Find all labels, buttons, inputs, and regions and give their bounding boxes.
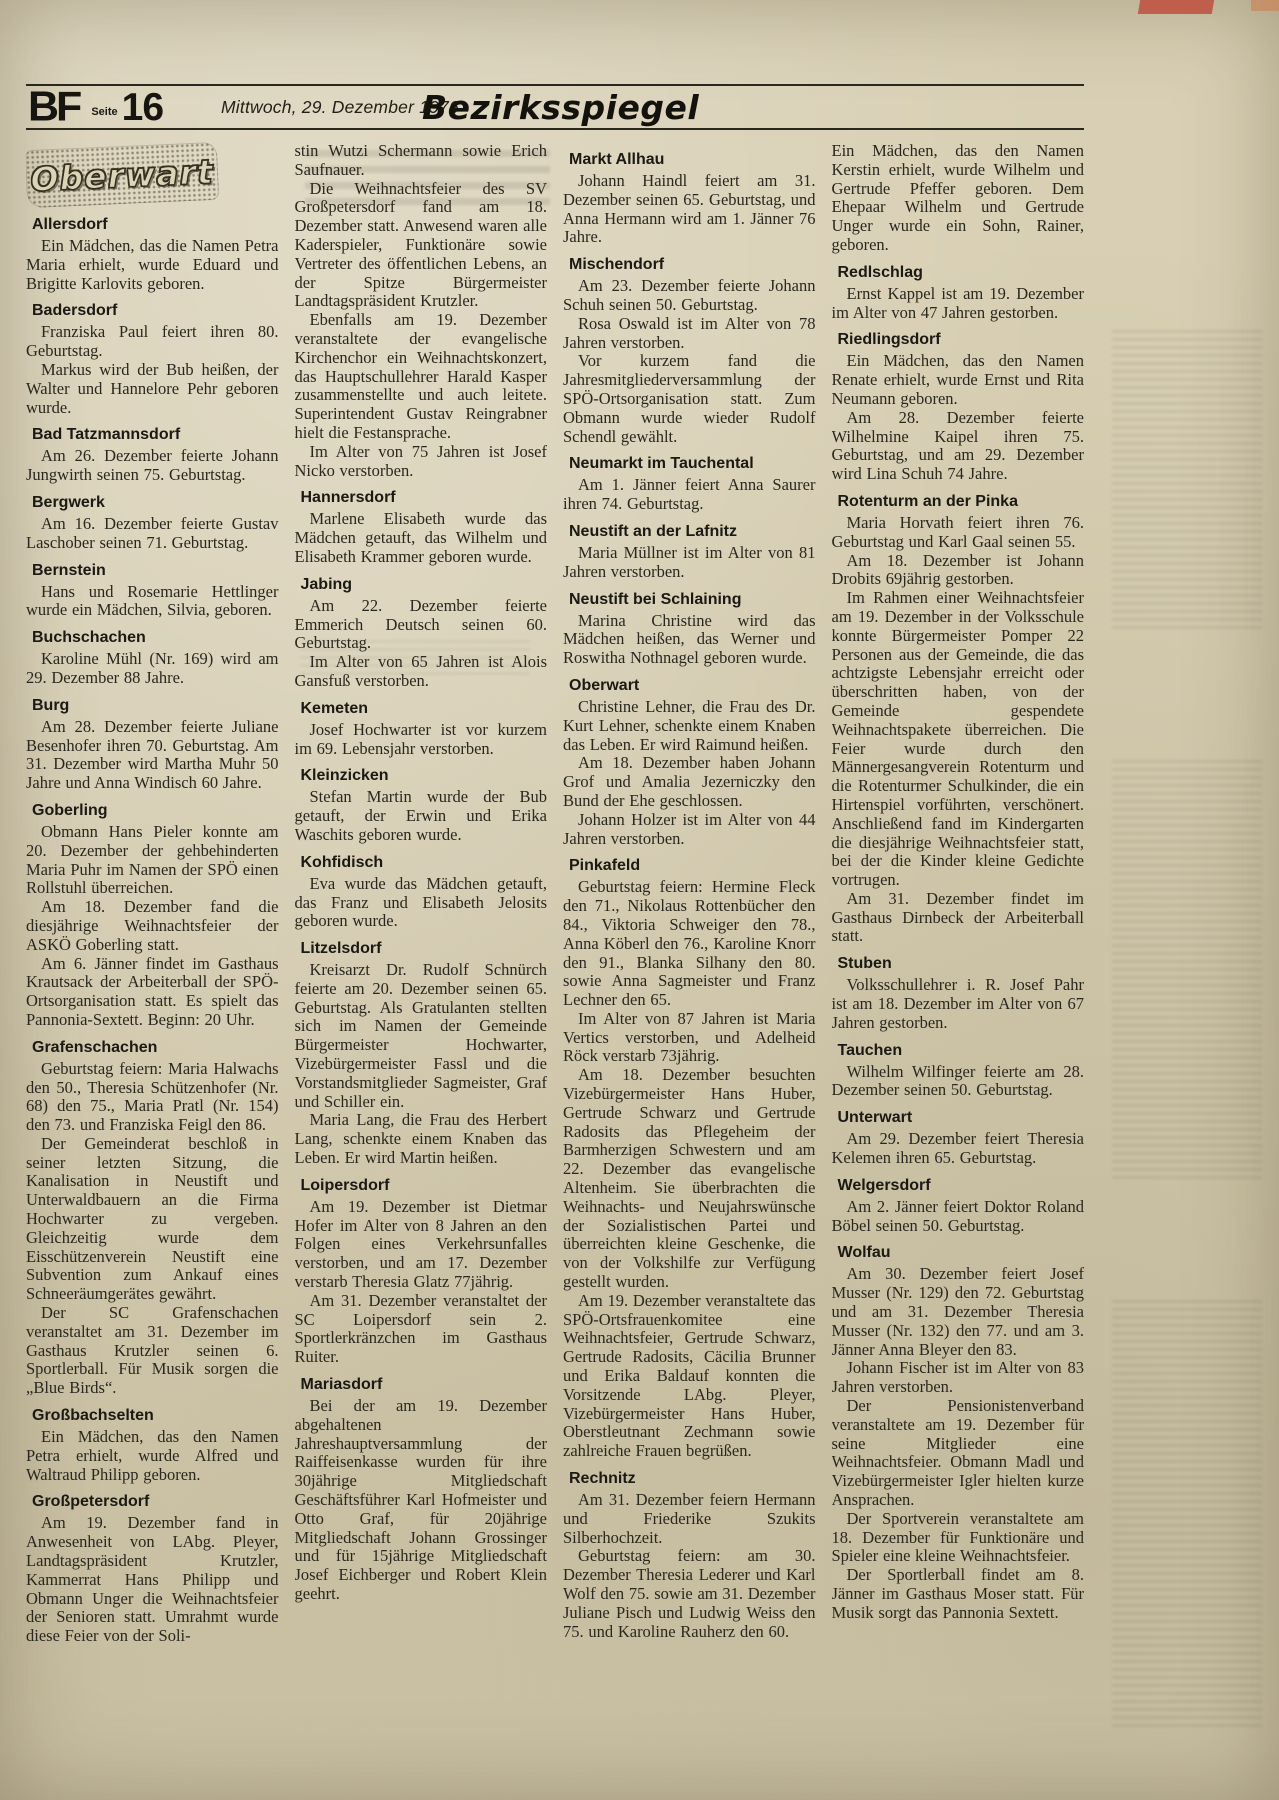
section-heading: Stuben [837, 955, 892, 973]
article-paragraph: Franziska Paul feiert ihren 80. Geburtstag. [26, 322, 279, 361]
article-paragraph: Maria Müllner ist im Alter von 81 Jahren verstorben. [563, 542, 816, 581]
article-paragraph: Christine Lehner, die Frau des Dr. Kurt Lehner, schenkte einem Knaben das Leben. Er wird Raimund heißen. [563, 696, 816, 754]
article-paragraph: Geburtstag feiern: Maria Halwachs den 50., Theresia Schützenhofer (Nr. 68) den 75., Maria Pratl (Nr. 154) den 73. und Franziska Feigl den 86. [26, 1058, 279, 1135]
article-paragraph: Im Alter von 75 Jahren ist Josef Nicko verstorben. [294, 441, 547, 480]
article-paragraph: Am 26. Dezember feierte Johann Jungwirth seinen 75. Geburtstag. [26, 446, 279, 485]
article-paragraph: Am 19. Dezember fand in Anwesenheit von LAbg. Pleyer, Landtagspräsident Krutzler, Kammerrat Hans Philipp und Obmann Unger die Weihnachtsfeier der Senioren statt. Umrahmt wurde diese Feier von der Soli- [26, 1513, 279, 1646]
article-paragraph: Ernst Kappel ist am 19. Dezember im Alter von 47 Jahren gestorben. [831, 283, 1084, 322]
article-paragraph: Maria Horvath feiert ihren 76. Geburtstag und Karl Gaal seinen 55. [831, 512, 1084, 551]
article-paragraph: Markus wird der Bub heißen, der Walter und Hannelore Pehr geboren wurde. [26, 359, 279, 417]
article-paragraph: Am 18. Dezember besuchten Vizebürgermeister Hans Huber, Gertrude Schwarz und Gertrude Radosits das Pflegeheim der Barmherzigen Schwestern und am 22. Dezember das evangelische Altenheim. Sie überbrachten die Weihnachts- und Neujahrswünsche der Sozialistischen Partei und überreichten kleine Geschenke, die von der Volkshilfe zur Verfügung gestellt wurden. [563, 1065, 816, 1292]
section-heading: Tauchen [837, 1041, 903, 1059]
article-paragraph: Im Alter von 65 Jahren ist Alois Gansfuß verstorben. [294, 652, 547, 690]
article-paragraph: Eva wurde das Mädchen getauft, das Franz und Elisabeth Jelosits geboren wurde. [294, 873, 547, 931]
section-heading: Buchschachen [32, 629, 146, 647]
article-paragraph: Der Pensionistenverband veranstaltete am 19. Dezember für seine Mitglieder eine Weihnachtsfeier. Obmann Madl und Vizebürgermeister Igler hielten kurze Ansprachen. [831, 1396, 1084, 1510]
article-paragraph: Johann Haindl feiert am 31. Dezember seinen 65. Geburtstag, und Anna Hermann wird am 1. Jänner 76 Jahre. [563, 171, 816, 247]
article-paragraph: Am 23. Dezember feierte Johann Schuh seinen 50. Geburtstag. [563, 276, 816, 314]
article-paragraph: Der Gemeinderat beschloß in seiner letzten Sitzung, die Kanalisation in Neustift und Unterwaldbauern an die Firma Hochwarter zu vergeben. Gleichzeitig wurde dem Eisschützenverein Neustift eine Subvention zum Ankauf eines Schneeräumgerätes gewährt. [26, 1133, 279, 1304]
article-paragraph: Vor kurzem fand die Jahresmitgliederversammlung der SPÖ-Ortsorganisation statt. Zum Obmann wurde wieder Rudolf Schendl gewählt. [563, 351, 816, 446]
section-heading: Kleinzicken [300, 767, 389, 785]
section-heading: Grafenschachen [32, 1038, 158, 1056]
paper-logo: BF [28, 83, 80, 130]
section-heading: Mariasdorf [300, 1376, 383, 1394]
article-paragraph: Bei der am 19. Dezember abgehaltenen Jahreshauptversammlung der Raiffeisenkasse wurden für ihre 30jährige Mitgliedschaft Geschäftsführer Karl Hofmeister und Otto Graf, für 20jährige Mitgliedschaft Johann Grossinger und für 15jährige Mitgliedschaft Josef Eichberger und Robert Klein geehrt. [294, 1396, 547, 1603]
article-paragraph: Am 18. Dezember fand die diesjährige Weihnachtsfeier der ASKÖ Goberling statt. [26, 897, 279, 954]
news-column-1 [26, 142, 279, 1794]
section-heading: Rechnitz [569, 1470, 636, 1488]
article-paragraph: Volksschullehrer i. R. Josef Pahr ist am 18. Dezember im Alter von 67 Jahren gestorben. [831, 975, 1084, 1032]
article-paragraph: Die Weihnachtsfeier des SV Großpetersdorf fand am 18. Dezember statt. Anwesend waren alle Kaderspieler, Funktionäre sowie Vertreter des öffentlichen Lebens, an der Spitze Bürgermeister Landtagspräsident Krutzler. [294, 178, 547, 311]
issue-date: Mittwoch, 29. Dezember 1976 [221, 96, 459, 117]
section-heading: Litzelsdorf [300, 940, 382, 958]
article-paragraph: stin Wutzi Schermann sowie Erich Saufnauer. [294, 142, 547, 179]
page-indicator [91, 85, 164, 129]
section-heading: Bad Tatzmannsdorf [32, 426, 181, 444]
bleedthrough-ghost [1112, 760, 1262, 1180]
article-paragraph: Im Alter von 87 Jahren ist Maria Vertics verstorben, und Adelheid Röck verstarb 73jährig. [563, 1008, 816, 1066]
article-paragraph: Am 2. Jänner feiert Doktor Roland Böbel seinen 50. Geburtstag. [831, 1196, 1084, 1235]
article-paragraph: Maria Lang, die Frau des Herbert Lang, schenkte einem Knaben das Leben. Er wird Martin heißen. [294, 1110, 547, 1168]
section-heading: Bernstein [32, 561, 106, 579]
section-heading: Markt Allhau [569, 151, 665, 168]
section-heading: Riedlingsdorf [837, 331, 941, 349]
article-paragraph: Obmann Hans Pieler konnte am 20. Dezember der gehbehinderten Maria Puhr im Namen der SPÖ einen Rollstuhl überreichen. [26, 821, 279, 898]
section-heading: Allersdorf [32, 216, 108, 233]
article-paragraph: Ebenfalls am 19. Dezember veranstaltete der evangelische Kirchenchor ein Weihnachtskonzert, das Hauptschullehrer Harald Kasper zusammenstellte und auch leitete. Superintendent Gustav Reingrabner hielt die Festansprache. [294, 310, 547, 442]
article-paragraph: Johann Fischer ist im Alter von 83 Jahren verstorben. [831, 1358, 1084, 1397]
page-label: Seite [91, 105, 118, 118]
section-heading: Bergwerk [32, 493, 105, 511]
section-heading: Redlschlag [837, 263, 923, 281]
article-paragraph: Geburtstag feiern: Hermine Fleck den 71., Nikolaus Rottenbücher den 84., Viktoria Schweiger den 78., Anna Köberl den 76., Karoline Knorr den 91., Blanka Silhany den 80. sowie Anna Sagmeister und Franz Lechner den 65. [563, 877, 816, 1010]
article-paragraph: Am 29. Dezember feiert Theresia Kelemen ihren 65. Geburtstag. [831, 1129, 1084, 1168]
article-paragraph: Am 1. Jänner feiert Anna Saurer ihren 74. Geburtstag. [563, 475, 816, 514]
section-heading: Pinkafeld [569, 857, 641, 875]
article-paragraph: Am 28. Dezember feierte Juliane Besenhofer ihren 70. Geburtstag. Am 31. Dezember wird Martha Muhr 50 Jahre und Anna Windisch 60 Jahre. [26, 716, 279, 793]
article-paragraph: Hans und Rosemarie Hettlinger wurde ein Mädchen, Silvia, geboren. [26, 581, 279, 620]
section-heading: Rotenturm an der Pinka [837, 492, 1018, 510]
article-paragraph: Am 6. Jänner findet im Gasthaus Krautsack der Arbeiterball der SPÖ-Ortsorganisation statt. Es spielt das Pannonia-Sextett. Beginn: 20 Uhr. [26, 953, 279, 1029]
region-logo-text: Oberwart [29, 151, 215, 199]
article-paragraph: Marina Christine wird das Mädchen heißen, das Werner und Roswitha Nothnagel geboren wurde. [563, 610, 816, 668]
news-column-4 [832, 142, 1085, 1794]
article-paragraph: Am 31. Dezember veranstaltet der SC Loipersdorf sein 2. Sportlerkränzchen im Gasthaus Ruiter. [294, 1290, 547, 1367]
bleedthrough-ghost [1112, 330, 1262, 630]
section-heading: Oberwart [569, 676, 640, 694]
section-heading: Neustift an der Lafnitz [569, 522, 738, 540]
section-heading: Unterwart [837, 1109, 913, 1127]
article-paragraph: Im Rahmen einer Weihnachtsfeier am 19. Dezember in der Volksschule konnte Bürgermeister Pomper 22 Personen aus der Gemeinde, die das achtzigste Lebensjahr erreicht oder überschritten haben, von der Gemeinde gespendete Weihnachtspakete überreichen. Die Feier wurde durch den Männergesangverein Rotenturm und die Rotenturmer Schulkinder, die ein Hirtenspiel vorführten, verschönert. Anschließend fand im Kindergarten die diesjährige Weihnachtsfeier statt, bei der die Kinder kleine Gedichte vortrugen. [831, 588, 1084, 890]
article-paragraph: Ein Mädchen, das den Namen Kerstin erhielt, wurde Wilhelm und Gertrude Pfeffer geboren. Dem Ehepaar Wilhelm und Gertrude Unger wurde ein Sohn, Rainer, geboren. [831, 142, 1084, 254]
section-heading: Neustift bei Schlaining [569, 590, 742, 608]
red-ink-mark [1138, 0, 1214, 14]
section-heading: Kohfidisch [300, 853, 384, 871]
section-title: Bezirksspiegel [421, 87, 700, 127]
bleedthrough-ghost [1112, 1300, 1262, 1730]
article-paragraph: Marlene Elisabeth wurde das Mädchen getauft, das Wilhelm und Elisabeth Krammer geboren wurde. [294, 509, 547, 566]
article-paragraph: Karoline Mühl (Nr. 169) wird am 29. Dezember 88 Jahre. [26, 649, 279, 687]
article-paragraph: Rosa Oswald ist im Alter von 78 Jahren verstorben. [563, 313, 816, 352]
region-logo [26, 142, 219, 208]
section-heading: Loipersdorf [300, 1176, 390, 1194]
article-paragraph: Wilhelm Wilfinger feierte am 28. Dezember seinen 50. Geburtstag. [831, 1061, 1084, 1100]
section-heading: Neumarkt im Tauchental [569, 455, 754, 473]
section-heading: Kemeten [300, 699, 369, 717]
article-paragraph: Am 19. Dezember ist Dietmar Hofer im Alter von 8 Jahren an den Folgen eines Verkehrsunfalles verstorben, und am 17. Dezember verstarb Theresia Glatz 77jährig. [294, 1196, 547, 1292]
section-heading: Hannersdorf [300, 489, 396, 507]
article-paragraph: Johann Holzer ist im Alter von 44 Jahren verstorben. [563, 809, 816, 848]
article-columns [26, 142, 1084, 1794]
article-paragraph: Josef Hochwarter ist vor kurzem im 69. Lebensjahr verstorben. [294, 719, 547, 758]
section-heading: Großpetersdorf [32, 1493, 150, 1511]
section-heading: Badersdorf [32, 302, 118, 320]
news-column-2 [295, 142, 548, 1794]
article-paragraph: Am 31. Dezember feiern Hermann und Friederike Szukits Silberhochzeit. [563, 1490, 816, 1547]
section-heading: Großbachselten [32, 1407, 154, 1425]
article-paragraph: Am 18. Dezember haben Johann Grof und Amalia Jezerniczky den Bund der Ehe geschlossen. [563, 753, 816, 810]
article-paragraph: Am 18. Dezember ist Johann Drobits 69jährig gestorben. [831, 550, 1084, 589]
page-number: 16 [121, 85, 164, 129]
section-heading: Mischendorf [569, 256, 665, 274]
article-paragraph: Am 16. Dezember feierte Gustav Laschober seinen 71. Geburtstag. [26, 513, 279, 552]
article-paragraph: Ein Mädchen, das die Namen Petra Maria erhielt, wurde Eduard und Brigitte Karlovits geboren. [26, 236, 279, 293]
article-paragraph: Geburtstag feiern: am 30. Dezember Theresia Lederer und Karl Wolf den 75. sowie am 31. Dezember Juliane Pisch und Ludwig Weiss den 75. und Karoline Rauherz den 60. [563, 1546, 816, 1641]
article-paragraph: Am 30. Dezember feiert Josef Musser (Nr. 129) den 72. Geburtstag und am 31. Dezember Theresia Musser (Nr. 132) den 77. und am 3. Jänner Anna Bleyer den 83. [831, 1264, 1084, 1359]
article-paragraph: Der SC Grafenschachen veranstaltet am 31. Dezember im Gasthaus Krutzler seinen 6. Sportlerball. Für Musik sorgen die „Blue Birds“. [26, 1303, 279, 1398]
masthead [26, 84, 1084, 130]
article-paragraph: Der Sportverein veranstaltete am 18. Dezember für Funktionäre und Spieler eine kleine Weihnachtsfeier. [831, 1508, 1084, 1566]
article-paragraph: Am 31. Dezember findet im Gasthaus Dirnbeck der Arbeiterball statt. [831, 888, 1084, 946]
news-column-3 [563, 142, 816, 1794]
article-paragraph: Der Sportlerball findet am 8. Jänner im Gasthaus Moser statt. Für Musik sorgt das Pannonia Sextett. [831, 1565, 1084, 1622]
article-paragraph: Stefan Martin wurde der Bub getauft, der Erwin und Erika Waschits geboren wurde. [294, 787, 547, 844]
section-heading: Jabing [300, 575, 353, 593]
article-paragraph: Am 28. Dezember feierte Wilhelmine Kaipel ihren 75. Geburtstag, und am 29. Dezember wird Lina Schuh 74 Jahre. [831, 407, 1084, 484]
section-heading: Wolfau [837, 1244, 891, 1262]
section-heading: Burg [32, 696, 70, 714]
article-paragraph: Ein Mädchen, das den Namen Petra erhielt, wurde Alfred und Waltraud Philipp geboren. [26, 1427, 279, 1484]
section-heading: Welgersdorf [837, 1176, 931, 1194]
article-paragraph: Ein Mädchen, das den Namen Renate erhielt, wurde Ernst und Rita Neumann geboren. [831, 351, 1084, 408]
article-paragraph: Am 22. Dezember feierte Emmerich Deutsch seinen 60. Geburtstag. [294, 595, 547, 653]
article-paragraph: Am 19. Dezember veranstaltete das SPÖ-Ortsfrauenkomitee eine Weihnachtsfeier, Gertrude Schwarz, Gertrude Radosits, Cäcilia Brunner und Erika Baldauf konnten die Vorsitzende LAbg. Pleyer, Vizebürgermeister Hans Huber, Oberstleutnant Zechmann sowie zahlreiche Frauen begrüßen. [563, 1290, 816, 1461]
article-paragraph: Kreisarzt Dr. Rudolf Schnürch feierte am 20. Dezember seinen 65. Geburtstag. Als Gratulanten stellten sich im Namen der Gemeinde Bürgermeister Hochwarter, Vizebürgermeister Fassl und die Vorstandsmitglieder Sagmeister, Graf und Schiller ein. [294, 960, 547, 1111]
section-heading: Goberling [32, 801, 108, 819]
corner-ink-mark [1251, 0, 1279, 11]
